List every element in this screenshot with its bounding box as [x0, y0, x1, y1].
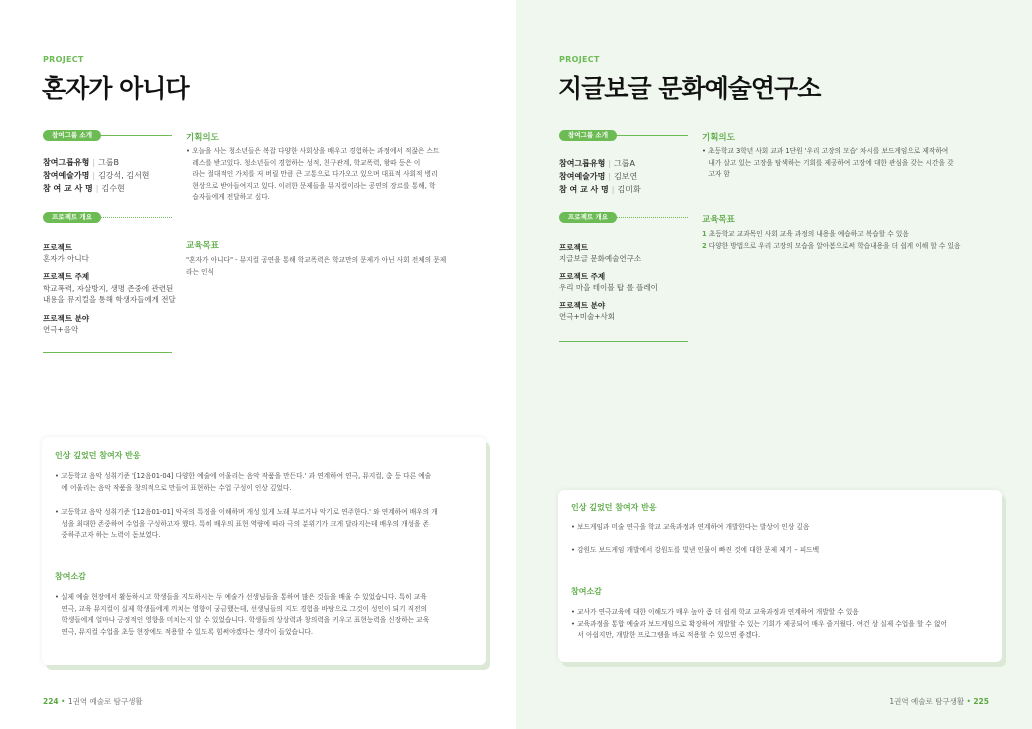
- goal-number: 1: [702, 230, 707, 238]
- participants-pill: 참여그룹 소개: [43, 130, 101, 141]
- pill-rule: [101, 135, 172, 136]
- participant-key: 참 여 교 사 명: [559, 185, 609, 194]
- page-section: 1권역 예술로 탐구생활: [889, 697, 965, 706]
- participant-key: 참 여 교 사 명: [43, 184, 93, 193]
- intent-text: • 오늘을 사는 청소년들은 복잡 다양한 사회상을 배우고 경험하는 과정에서 적잖은 스트 레스를 받고있다. 청소년들이 경험하는 성적, 친구관계, 학교폭력, 왕따 등은 이 라는 절대적인 가치를 저 버릴 만큼 큰 고통으로 다가오고 있으며 대표적 사회적 병리 현상으로 받아들여지고 있다. 이러한 문제들을 뮤지컬이라는 공연의 장르를 통해, 학 습자들에게 전달하고 싶다.: [186, 147, 440, 201]
- impression-text: • 교사가 연극교육에 대한 이해도가 매우 높아 좀 더 쉽게 학교 교육과정과 연계하여 개발할 수 있음 • 교육과정을 통합 예술과 보드게임으로 확장하여 개발할 수 있는 기회가 제공되어 매우 즐거웠다. 여건 상 실제 수업을 할 수 없어 서 아쉽지만, 개발한 프로그램을 바로 적용할 수 있으면 좋겠다.: [571, 608, 947, 639]
- goal-number: 2: [702, 242, 707, 250]
- goal-text: "혼자가 아니다" - 뮤지컬 공연을 통해 학교폭력은 학교만의 문제가 아닌 사회 전체의 문제 라는 인식: [186, 256, 447, 276]
- field-value: 우리 마을 테이블 탑 롤 플레이: [559, 283, 658, 292]
- reaction-item: • 고등학교 음악 성취기준 '[12음01-04] 다양한 예술에 어울리는 음악 작품을 만든다.' 과 연계하여 연극, 뮤지컬, 춤 등 다른 예술 에 어울리는 음악 작품을 창의적으로 만들어 표현하는 수업 구성이 인상 깊었다.: [55, 472, 432, 492]
- participant-row: 참 여 교 사 명 | 김수현: [43, 184, 125, 193]
- participant-row: 참여예술가명 | 김강석, 김서현: [43, 171, 150, 180]
- impression-text: • 실제 예술 현장에서 활동하시고 학생들을 지도하시는 두 예술가 선생님들을 통하여 많은 것들을 배울 수 있었습니다. 특히 교육 연극, 교육 뮤지컬이 실제 학생들에게 끼치는 영향이 궁금했는데, 선생님들의 지도 경험을 바탕으로 그것이 성인이 되기 직전의 학생들에게 얼마나 긍정적인 영향을 미치는지 알 수 있었습니다. 학생들의 상상력과 창의력을 키우고 표현능력을 신장하는 교육 연극, 뮤지컬 수업을 초등 현장에도 적용할 수 있도록 힘써야겠다는 생각이 들었습니다.: [55, 593, 430, 636]
- participant-row: 참여예술가명 | 김보연: [559, 172, 638, 181]
- reaction-item: • 강원도 보드게임 개발에서 강원도를 빛낸 인물이 빠진 것에 대한 문제 제기 – 피드백: [571, 546, 820, 554]
- reaction-title: 인상 깊었던 참여자 반응: [55, 451, 141, 460]
- participant-row: 참여그룹유형 | 그룹B: [43, 158, 120, 167]
- participant-value: 그룹B: [98, 158, 120, 167]
- project-label: PROJECT: [43, 55, 84, 64]
- page-number: 225: [973, 697, 989, 706]
- field-key: 프로젝트 분야: [43, 314, 90, 323]
- page-section: 1권역 예술로 탐구생활: [67, 697, 143, 706]
- page-footer: 1권역 예술로 탐구생활 • 225: [889, 697, 989, 706]
- field-key: 프로젝트: [43, 243, 72, 252]
- field-value: 학교폭력, 자살방지, 생명 존중에 관련된 내용을 뮤지컬을 통해 학생자들에게 전달: [43, 284, 176, 304]
- intent-text: • 초등학교 3학년 사회 교과 1단원 '우리 고장의 모습' 차시를 보드게임으로 제작하여 내가 살고 있는 고장을 탐색하는 기회를 제공하여 고장에 대한 관심을 갖는 시간을 갖 고자 함: [702, 147, 954, 178]
- field-value: 혼자가 아니다: [43, 254, 89, 263]
- participant-key: 참여그룹유형: [559, 159, 606, 168]
- page-title: 지글보글 문화예술연구소: [558, 74, 821, 103]
- section-rule: [43, 352, 172, 353]
- goal-item: [702, 229, 909, 241]
- goal-title: 교육목표: [702, 215, 735, 225]
- reaction-title: 인상 깊었던 참여자 반응: [571, 503, 657, 512]
- participants-pill: 참여그룹 소개: [559, 130, 617, 141]
- impression-title: 참여소감: [571, 587, 602, 596]
- intent-title: 기획의도: [702, 133, 735, 143]
- reaction-card: [42, 437, 486, 665]
- reaction-item: • 보드게임과 미술 연극을 학교 교육과정과 연계하여 개발한다는 발상이 인상 깊음: [571, 523, 810, 531]
- page-footer: 224 • 1권역 예술로 탐구생활: [43, 697, 143, 706]
- right-page: [516, 0, 1032, 729]
- field-key: 프로젝트 주제: [559, 272, 606, 281]
- field-key: 프로젝트 주제: [43, 272, 90, 281]
- field-key: 프로젝트: [559, 243, 588, 252]
- project-label: PROJECT: [559, 55, 600, 64]
- page-title: 혼자가 아니다: [42, 74, 189, 103]
- participant-value: 김강석, 김서현: [98, 171, 150, 180]
- participant-row: 참여그룹유형 | 그룹A: [559, 159, 636, 168]
- goal-title: 교육목표: [186, 241, 219, 251]
- goal-item: [702, 241, 960, 253]
- participant-value: 김수현: [101, 184, 125, 193]
- field-value: 연극+미술+사회: [559, 312, 616, 321]
- participant-key: 참여예술가명: [43, 171, 90, 180]
- reaction-card: [558, 490, 1002, 662]
- participant-key: 참여그룹유형: [43, 158, 90, 167]
- field-key: 프로젝트 분야: [559, 301, 606, 310]
- participant-value: 그룹A: [614, 159, 636, 168]
- field-value: 지글보글 문화예술연구소: [559, 254, 642, 263]
- pill-rule: [617, 135, 688, 136]
- overview-pill: 프로젝트 개요: [559, 212, 617, 223]
- section-rule: [559, 341, 688, 342]
- page-number: 224: [43, 697, 59, 706]
- goal-text: 다양한 방법으로 우리 고장의 모습을 알아봄으로써 학습내용을 더 쉽게 이해 할 수 있음: [708, 242, 961, 250]
- participant-value: 김미화: [617, 185, 641, 194]
- goal-text: 초등학교 교과목인 사회 교육 과정의 내용을 예습하고 복습할 수 있음: [708, 230, 909, 238]
- impression-title: 참여소감: [55, 572, 86, 581]
- reaction-item: • 고등학교 음악 성취기준 '[12음01-01] 악곡의 특징을 이해하며 개성 있게 노래 부르거나 악기로 연주한다.' 와 연계하여 배우의 개 성을 최대한 존중하여 수업을 구성하고자 했다. 특히 배우의 표현 역량에 따라 극의 분위기가 크게 달라지는데 배우의 개성을 존 중하주고자 하는 노력이 돋보였다.: [55, 508, 438, 539]
- participant-row: 참 여 교 사 명 | 김미화: [559, 185, 641, 194]
- overview-pill: 프로젝트 개요: [43, 212, 101, 223]
- field-value: 연극+음악: [43, 325, 79, 334]
- participant-key: 참여예술가명: [559, 172, 606, 181]
- participant-value: 김보연: [614, 172, 638, 181]
- pill-rule: [101, 217, 172, 218]
- pill-rule: [617, 217, 688, 218]
- intent-title: 기획의도: [186, 133, 219, 143]
